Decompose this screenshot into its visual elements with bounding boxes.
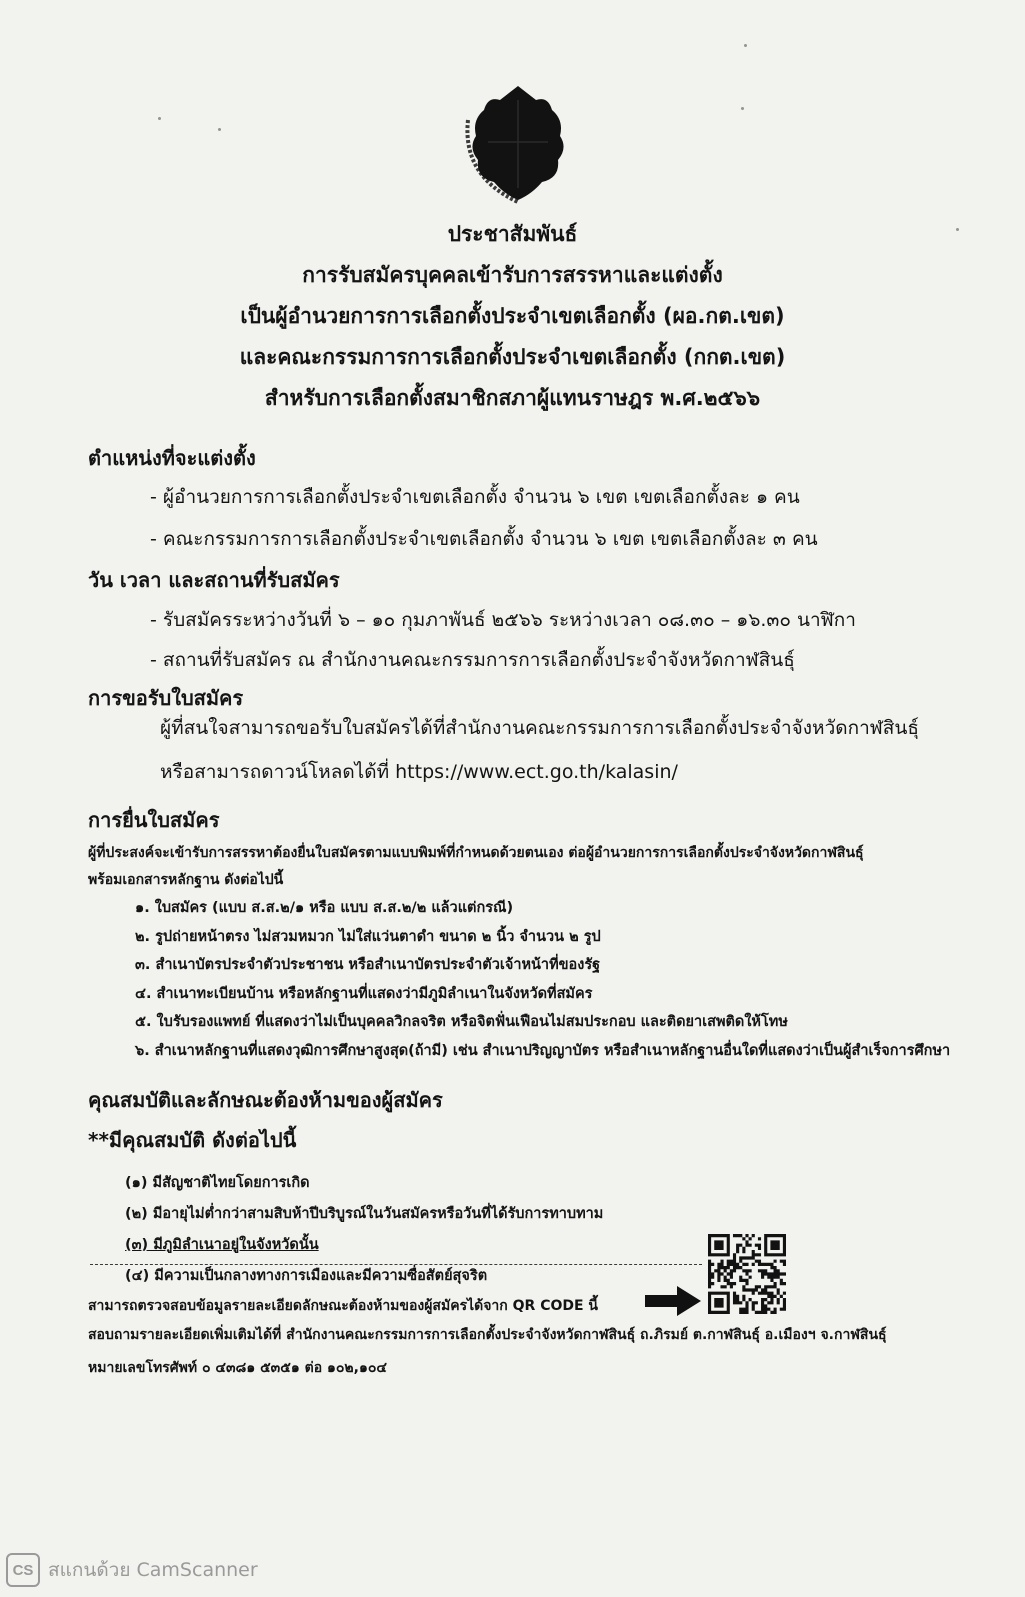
qr-code-icon — [708, 1234, 786, 1314]
arrow-shape — [645, 1286, 701, 1316]
submission-intro-line: พร้อมเอกสารหลักฐาน ดังต่อไปนี้ — [88, 872, 284, 888]
qualification-item — [125, 1230, 685, 1261]
schedule-item: - สถานที่รับสมัคร ณ สำนักงานคณะกรรมการการเลือกตั้งประจำจังหวัดกาฬสินธุ์ — [150, 649, 795, 671]
qualification-item: (๒) มีอายุไม่ต่ำกว่าสามสิบห้าปีบริบูรณ์ในวันสมัครหรือวันที่ได้รับการทาบทาม — [125, 1206, 604, 1222]
qualifications-list — [0, 1168, 1025, 1292]
qr-note: สามารถตรวจสอบข้อมูลรายละเอียดลักษณะต้องห้ามของผู้สมัครได้จาก QR CODE นี้ — [88, 1298, 598, 1314]
camscanner-text: สแกนด้วย CamScanner — [48, 1559, 258, 1581]
scan-speck — [218, 128, 221, 131]
qualifications-heading: คุณสมบัติและลักษณะต้องห้ามของผู้สมัคร — [88, 1088, 443, 1112]
request-form-heading: การขอรับใบสมัคร — [88, 686, 244, 710]
request-form-section — [0, 680, 1025, 794]
emblem-graphic — [452, 80, 584, 208]
scan-speck — [741, 107, 744, 110]
scan-speck — [744, 44, 747, 47]
position-item: - ผู้อำนวยการการเลือกตั้งประจำเขตเลือกตั้ง จำนวน ๖ เขต เขตเลือกตั้งละ ๑ คน — [150, 486, 800, 508]
qualifications-section — [0, 1080, 1025, 1320]
qualification-item: (๑) มีสัญชาติไทยโดยการเกิด — [125, 1175, 310, 1191]
qualification-item-text: (๓) มีภูมิลำเนาอยู่ในจังหวัดนั้น — [125, 1237, 319, 1253]
positions-heading: ตำแหน่งที่จะแต่งตั้ง — [88, 446, 256, 470]
document-item: ๖. สำเนาหลักฐานที่แสดงวุฒิการศึกษาสูงสุด(ถ้ามี) เช่น สำเนาปริญญาบัตร หรือสำเนาหลักฐานอื่นใดที่แสดงว่าเป็นผู้สำเร็จการศึกษา — [135, 1042, 951, 1059]
document-item: ๑. ใบสมัคร (แบบ ส.ส.๒/๑ หรือ แบบ ส.ส.๒/๒ แล้วแต่กรณี) — [135, 900, 514, 916]
announcement-header — [0, 214, 1025, 419]
required-documents-list — [0, 894, 1025, 1065]
announcement-subtitle-line: และคณะกรรมการการเลือกตั้งประจำเขตเลือกตั้ง (กกต.เขต) — [239, 345, 786, 369]
announcement-subtitle-line: การรับสมัครบุคคลเข้ารับการสรรหาและแต่งตั้ง — [302, 263, 723, 287]
camscanner-watermark — [6, 1552, 258, 1588]
contact-line: สอบถามรายละเอียดเพิ่มเติมได้ที่ สำนักงานคณะกรรมการการเลือกตั้งประจำจังหวัดกาฬสินธุ์ ถ.ภิรมย์ ต.กาฬสินธุ์ อ.เมืองฯ จ.กาฬสินธุ์ — [88, 1327, 887, 1343]
announcement-title: ประชาสัมพันธ์ — [447, 222, 578, 246]
submission-intro-line: ผู้ที่ประสงค์จะเข้ารับการสรรหาต้องยื่นใบสมัครตามแบบพิมพ์ที่กำหนดด้วยตนเอง ต่อผู้อำนวยการการเลือกตั้งประจำจังหวัดกาฬสินธุ์ — [88, 845, 864, 861]
submission-section — [0, 800, 1025, 1065]
announcement-subtitle-line: เป็นผู้อำนวยการการเลือกตั้งประจำเขตเลือกตั้ง (ผอ.กต.เขต) — [240, 304, 785, 328]
schedule-item: - รับสมัครระหว่างวันที่ ๖ – ๑๐ กุมภาพันธ์ ๒๕๖๖ ระหว่างเวลา ๐๘.๓๐ – ๑๖.๓๐ นาฬิกา — [150, 609, 856, 631]
qr-modules — [708, 1234, 786, 1314]
qr-code — [708, 1234, 786, 1314]
schedule-section — [0, 560, 1025, 680]
document-item: ๒. รูปถ่ายหน้าตรง ไม่สวมหมวก ไม่ใส่แว่นตาดำ ขนาด ๒ นิ้ว จำนวน ๒ รูป — [135, 928, 601, 945]
document-item: ๕. ใบรับรองแพทย์ ที่แสดงว่าไม่เป็นบุคคลวิกลจริต หรือจิตฟั่นเฟือนไม่สมประกอบ และติดยาเสพติดให้โทษ — [135, 1014, 788, 1030]
ect-emblem-icon — [452, 80, 584, 208]
announcement-body — [0, 440, 1025, 1386]
document-item: ๔. สำเนาทะเบียนบ้าน หรือหลักฐานที่แสดงว่ามีภูมิลำเนาในจังหวัดที่สมัคร — [135, 985, 593, 1002]
position-item: - คณะกรรมการการเลือกตั้งประจำเขตเลือกตั้ง จำนวน ๖ เขต เขตเลือกตั้งละ ๓ คน — [150, 528, 818, 550]
arrow-right-icon — [645, 1286, 701, 1316]
qualification-item: (๔) มีความเป็นกลางทางการเมืองและมีความซื่อสัตย์สุจริต — [125, 1268, 488, 1284]
submission-heading: การยื่นใบสมัคร — [88, 808, 220, 832]
schedule-heading: วัน เวลา และสถานที่รับสมัคร — [88, 568, 340, 592]
document-item: ๓. สำเนาบัตรประจำตัวประชาชน หรือสำเนาบัตรประจำตัวเจ้าหน้าที่ของรัฐ — [135, 957, 601, 973]
download-url-line: หรือสามารถดาวน์โหลดได้ที่ https://www.ect.go.th/kalasin/ — [160, 761, 678, 783]
arrow-graphic — [645, 1286, 701, 1316]
positions-section — [0, 440, 1025, 560]
qualifications-subheading: **มีคุณสมบัติ ดังต่อไปนี้ — [88, 1128, 297, 1152]
request-form-line: ผู้ที่สนใจสามารถขอรับใบสมัครได้ที่สำนักงานคณะกรรมการการเลือกตั้งประจำจังหวัดกาฬสินธุ์ — [160, 717, 919, 739]
phone-line: หมายเลขโทรศัพท์ ๐ ๔๓๘๑ ๕๓๕๑ ต่อ ๑๐๒,๑๐๔ — [88, 1360, 387, 1376]
announcement-subtitle-line: สำหรับการเลือกตั้งสมาชิกสภาผู้แทนราษฎร พ.ศ.๒๕๖๖ — [264, 386, 761, 410]
scan-speck — [158, 117, 161, 120]
camscanner-logo: CS — [6, 1553, 40, 1587]
